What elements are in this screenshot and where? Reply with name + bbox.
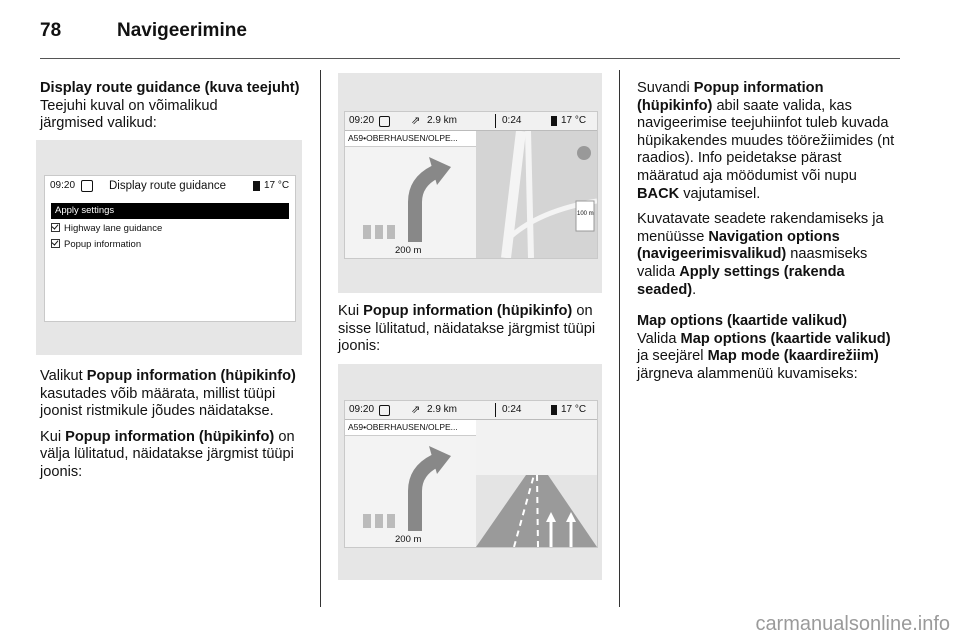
section-heading-map-options: Map options (kaartide valikud) bbox=[637, 313, 848, 330]
column-divider-1 bbox=[320, 70, 321, 607]
distance-text: 2.9 km bbox=[427, 115, 458, 126]
nav-icon bbox=[379, 405, 390, 416]
screen-title: Display route guidance bbox=[109, 180, 226, 192]
map-view bbox=[476, 131, 597, 258]
map-scale: 100 m bbox=[577, 211, 594, 217]
page-number: 78 bbox=[40, 20, 62, 41]
header-divider bbox=[40, 58, 900, 59]
column-1 bbox=[40, 80, 312, 133]
status-divider bbox=[495, 403, 496, 417]
turn-distance: 200 m bbox=[395, 245, 422, 256]
paragraph-apply-settings: Kuvatavate seadete rakendamiseks ja menüüsse Navigation options (navigeerimisvalikud) naasmiseks valida Apply settings (rakenda seaded). bbox=[637, 211, 884, 298]
turn-arrow-graphic bbox=[345, 147, 476, 258]
watermark-text: carmanualsonline.info bbox=[755, 613, 950, 635]
temperature-text: 17 °C bbox=[561, 404, 587, 415]
column-divider-2 bbox=[619, 70, 620, 607]
street-name: A59•OBERHAUSEN/OLPE... bbox=[345, 420, 476, 436]
status-bar bbox=[345, 401, 597, 420]
temperature-text: 17 °C bbox=[561, 115, 587, 126]
column-2-text bbox=[338, 303, 610, 364]
eta-text: 0:24 bbox=[502, 115, 522, 126]
intro-text: Teejuhi kuval on võimalikud järgmised valikud: bbox=[40, 97, 218, 132]
clock-text: 09:20 bbox=[349, 115, 375, 126]
section-heading-route-guidance: Display route guidance (kuva teejuht) bbox=[40, 80, 300, 96]
screen-figure-1 bbox=[36, 140, 302, 355]
column-1-lower bbox=[40, 368, 302, 490]
paragraph-popup-off: Kui Popup information (hüpikinfo) on välja lülitatud, näidatakse järgmist tüüpi joonis: bbox=[40, 428, 295, 480]
column-3 bbox=[637, 80, 899, 392]
thermometer-icon bbox=[551, 116, 557, 126]
screen-figure-2 bbox=[338, 73, 602, 293]
thermometer-icon bbox=[551, 405, 557, 415]
guidance-screen-popup-on bbox=[344, 111, 598, 259]
paragraph-popup-choice: Valikut Popup information (hüpikinfo) kasutades võib määrata, millist tüüpi joonist ristmikule jõudes näidatakse. bbox=[40, 368, 296, 420]
turn-panel bbox=[345, 436, 476, 547]
status-bar bbox=[345, 112, 597, 131]
street-name: A59•OBERHAUSEN/OLPE... bbox=[345, 131, 476, 147]
paragraph-popup-on: Kui Popup information (hüpikinfo) on sisse lülitatud, näidatakse järgmist tüüpi joonis: bbox=[338, 303, 596, 355]
turn-distance: 200 m bbox=[395, 534, 422, 545]
turn-panel bbox=[345, 147, 476, 258]
paragraph-popup-info: Suvandi Popup information (hüpikinfo) abil saate valida, kas navigeerimise teejuhiinfot tuleb kuvada hüpikakendes muudes töörežiimides (nt raadios). Info peidetakse pärast määratud aja möödumist või nupu BACK vajutamisel. bbox=[637, 80, 895, 202]
nav-icon bbox=[81, 180, 93, 192]
menu-item-highway-lane-guidance[interactable] bbox=[51, 221, 289, 237]
menu-item-apply-settings[interactable]: Apply settings bbox=[51, 203, 289, 219]
route-icon: ⇗ bbox=[411, 404, 421, 416]
settings-screen bbox=[44, 175, 296, 322]
eta-text: 0:24 bbox=[502, 404, 522, 415]
menu-item-label: Popup information bbox=[64, 239, 142, 250]
menu-item-label: Highway lane guidance bbox=[64, 223, 163, 234]
page-title: Navigeerimine bbox=[117, 20, 247, 41]
paragraph-map-options: Valida Map options (kaartide valikud) ja seejärel Map mode (kaardirežiim) järgneva alammenüü kuvamiseks: bbox=[637, 330, 891, 382]
screen-figure-3 bbox=[338, 364, 602, 580]
nav-icon bbox=[379, 116, 390, 127]
clock-text: 09:20 bbox=[50, 180, 76, 191]
lane-guidance-graphic bbox=[476, 420, 597, 547]
guidance-screen-lanes bbox=[344, 400, 598, 548]
temperature-text: 17 °C bbox=[264, 180, 290, 191]
checkbox-icon bbox=[51, 239, 60, 248]
checkbox-icon bbox=[51, 223, 60, 232]
clock-text: 09:20 bbox=[349, 404, 375, 415]
map-roads bbox=[476, 131, 597, 258]
turn-arrow-graphic bbox=[345, 436, 476, 547]
route-icon: ⇗ bbox=[411, 115, 421, 127]
distance-text: 2.9 km bbox=[427, 404, 458, 415]
menu-item-popup-information[interactable] bbox=[51, 237, 289, 253]
lane-view bbox=[476, 420, 597, 547]
thermometer-icon bbox=[253, 181, 260, 191]
status-divider bbox=[495, 114, 496, 128]
status-bar bbox=[45, 176, 295, 196]
